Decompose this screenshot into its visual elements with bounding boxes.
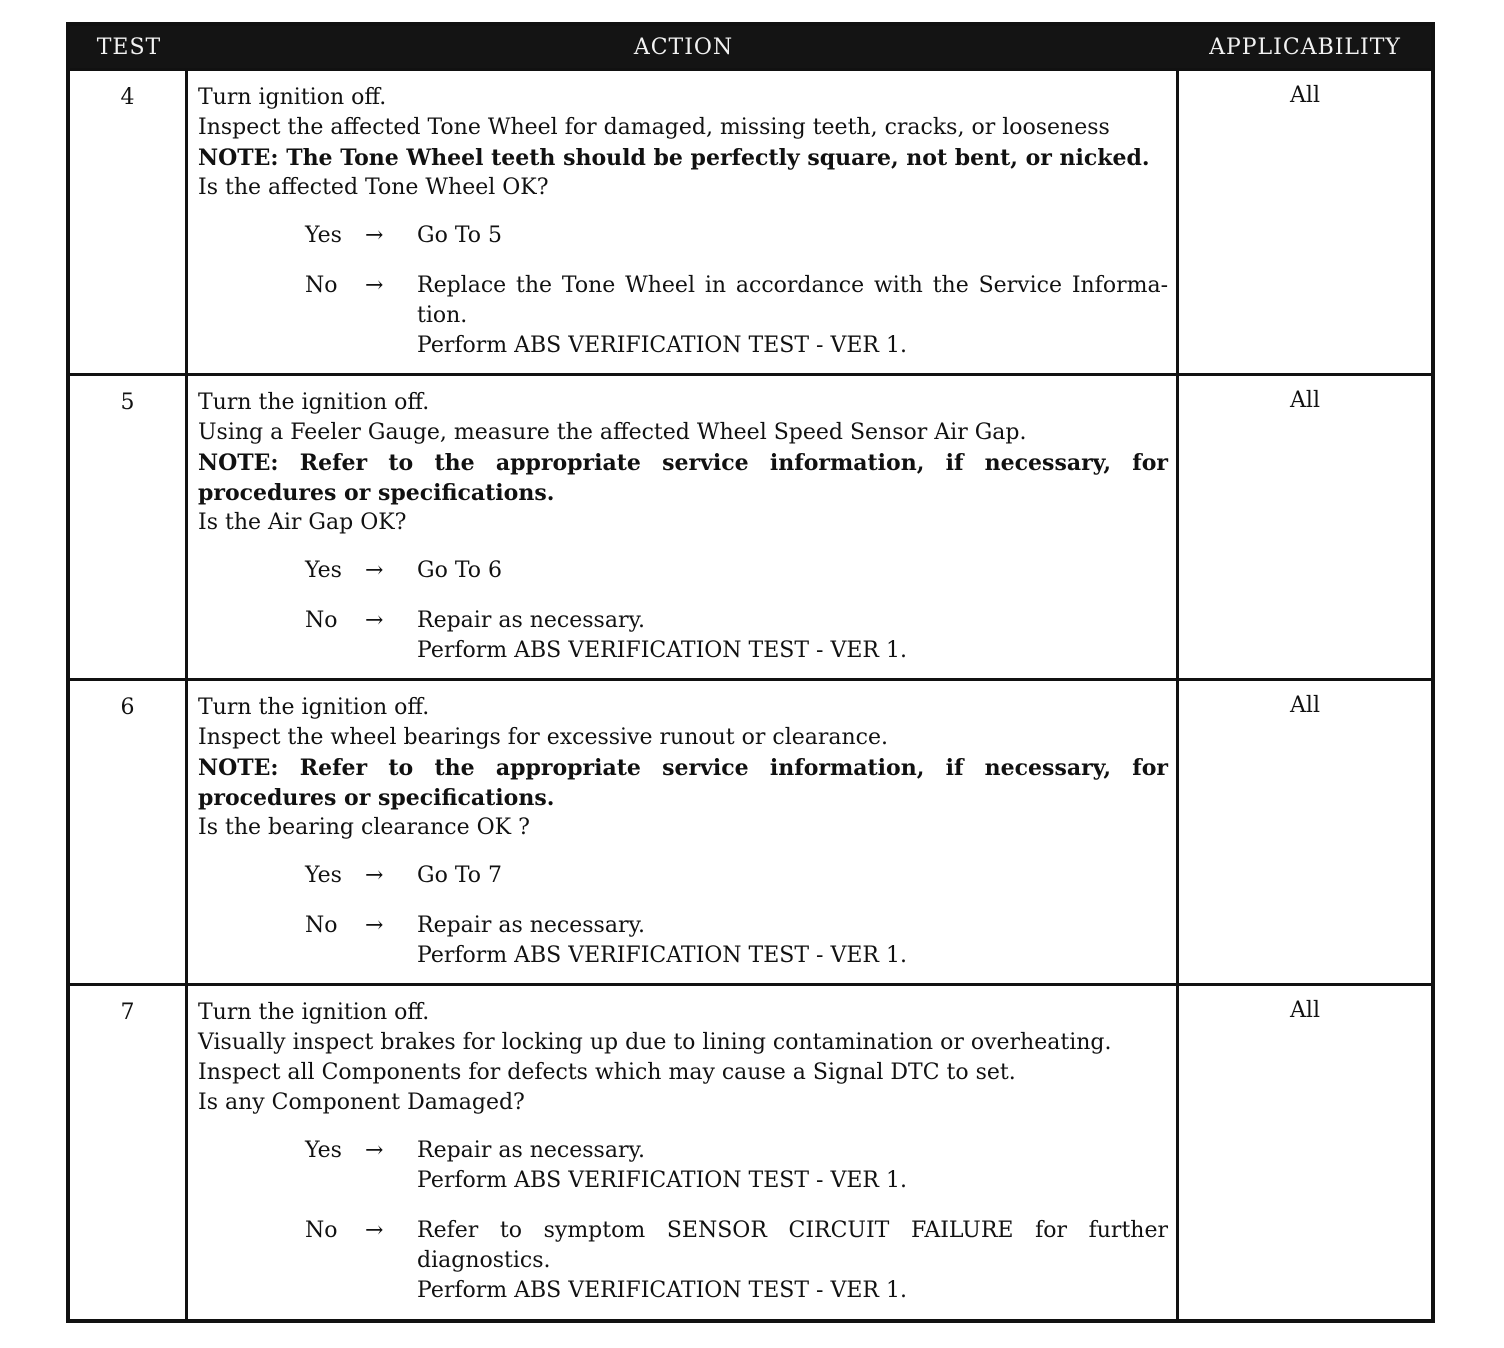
yes-result-line: Go To 7 [417,863,503,888]
header-test: TEST [96,34,162,60]
no-result [417,911,1168,971]
yes-label: Yes [305,558,342,583]
test-number: 7 [70,986,188,1319]
no-result-line: Repair as necessary. [417,608,645,633]
applicability-cell: All [1290,83,1320,108]
action-line: Inspect all Components for defects which may cause a Signal DTC to set. [198,1060,1016,1085]
no-branch [198,271,1168,361]
header-action: ACTION [633,34,734,60]
arrow-icon: → [365,1138,384,1163]
yes-result-line: Go To 5 [417,223,503,248]
arrow-icon: → [365,1218,384,1243]
action-cell [188,986,1179,1319]
table-body [70,68,1431,1319]
header-applicability: APPLICABILITY [1209,34,1401,60]
yes-label: Yes [305,223,342,248]
no-result-line: Refer to symptom SENSOR CIRCUIT FAILURE for further diagnostics. [417,1218,1168,1273]
answer-choices [198,1136,1168,1306]
yes-result-line: Perform ABS VERIFICATION TEST - VER 1. [417,1168,907,1193]
no-label: No [305,608,338,633]
no-result-line: Perform ABS VERIFICATION TEST - VER 1. [417,333,907,358]
applicability-cell: All [1290,998,1320,1023]
no-result-line: Replace the Tone Wheel in accordance with the Service Informa-tion. [417,273,1168,328]
yes-label: Yes [305,863,342,888]
no-result [417,606,1168,666]
yes-branch [198,1136,1168,1196]
applicability-cell: All [1290,388,1320,413]
no-label: No [305,913,338,938]
test-number: 6 [70,681,188,983]
arrow-icon: → [365,913,384,938]
arrow-icon: → [365,273,384,298]
action-cell [188,376,1179,678]
action-question: Is the Air Gap OK? [198,510,407,535]
no-result [417,1216,1168,1306]
no-result-line: Perform ABS VERIFICATION TEST - VER 1. [417,1278,907,1303]
yes-branch [198,556,1168,586]
action-note: NOTE: Refer to the appropriate service information, if necessary, for procedures or specifications. [198,755,1168,811]
action-line: Turn ignition off. [198,85,387,110]
table-row [70,678,1431,983]
no-result-line: Repair as necessary. [417,913,645,938]
yes-label: Yes [305,1138,342,1163]
table-row [70,983,1431,1319]
arrow-icon: → [365,558,384,583]
yes-branch [198,861,1168,891]
table-header [70,26,1431,68]
arrow-icon: → [365,863,384,888]
table-row [70,373,1431,678]
answer-choices [198,556,1168,666]
action-line: Inspect the affected Tone Wheel for damaged, missing teeth, cracks, or looseness [198,115,1110,140]
action-line: Inspect the wheel bearings for excessive runout or clearance. [198,725,889,750]
test-number: 4 [70,71,188,373]
yes-result [417,556,1168,586]
yes-branch [198,221,1168,251]
yes-result [417,221,1168,251]
action-line: Turn the ignition off. [198,390,430,415]
action-line: Using a Feeler Gauge, measure the affected Wheel Speed Sensor Air Gap. [198,420,1027,445]
no-label: No [305,273,338,298]
table-row [70,68,1431,373]
no-branch [198,606,1168,666]
yes-result-line: Repair as necessary. [417,1138,645,1163]
action-note: NOTE: Refer to the appropriate service information, if necessary, for procedures or specifications. [198,450,1168,506]
action-note: NOTE: The Tone Wheel teeth should be perfectly square, not bent, or nicked. [198,145,1150,171]
arrow-icon: → [365,608,384,633]
action-question: Is any Component Damaged? [198,1090,525,1115]
action-line: Turn the ignition off. [198,695,430,720]
test-number: 5 [70,376,188,678]
yes-result [417,1136,1168,1196]
action-question: Is the affected Tone Wheel OK? [198,175,549,200]
action-line: Visually inspect brakes for locking up due to lining contamination or overheating. [198,1030,1112,1055]
no-result-line: Perform ABS VERIFICATION TEST - VER 1. [417,638,907,663]
no-result-line: Perform ABS VERIFICATION TEST - VER 1. [417,943,907,968]
applicability-cell: All [1290,693,1320,718]
answer-choices [198,861,1168,971]
action-cell [188,71,1179,373]
no-label: No [305,1218,338,1243]
action-line: Turn the ignition off. [198,1000,430,1025]
diagnostic-table [66,22,1435,1323]
no-branch [198,1216,1168,1306]
yes-result [417,861,1168,891]
answer-choices [198,221,1168,361]
no-result [417,271,1168,361]
arrow-icon: → [365,223,384,248]
action-question: Is the bearing clearance OK ? [198,815,530,840]
action-cell [188,681,1179,983]
yes-result-line: Go To 6 [417,558,503,583]
no-branch [198,911,1168,971]
